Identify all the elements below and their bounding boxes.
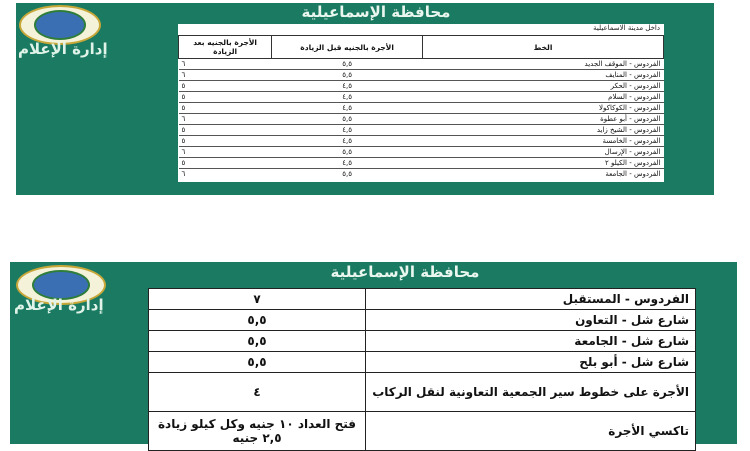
cell-fare: فتح العداد ١٠ جنيه وكل كيلو زيادة ٢,٥ جنيه bbox=[149, 412, 366, 451]
cell-line: شارع شل - التعاون bbox=[366, 310, 696, 331]
cell-line: شارع شل - أبو بلح bbox=[366, 352, 696, 373]
cell-line: الفردوس - الإرسال bbox=[422, 147, 663, 158]
table-row bbox=[179, 103, 664, 114]
cell-after: ٥ bbox=[179, 136, 272, 147]
table-row bbox=[179, 125, 664, 136]
department-label-2: إدارة الإعلام bbox=[14, 296, 104, 314]
cell-after: ٦ bbox=[179, 169, 272, 180]
cell-fare: ٥,٥ bbox=[149, 352, 366, 373]
cell-line: الفردوس - الشيخ زايد bbox=[422, 125, 663, 136]
cell-line: تاكسي الأجرة bbox=[366, 412, 696, 451]
cell-before: ٤,٥ bbox=[272, 136, 423, 147]
cell-before: ٥,٥ bbox=[272, 70, 423, 81]
header-after: الأجرة بالجنيه بعد الزيادة bbox=[179, 36, 272, 59]
cell-fare: ٤ bbox=[149, 373, 366, 412]
cell-after: ٥ bbox=[179, 103, 272, 114]
table-row bbox=[179, 114, 664, 125]
cell-before: ٤,٥ bbox=[272, 103, 423, 114]
table-row bbox=[179, 92, 664, 103]
cell-before: ٤,٥ bbox=[272, 81, 423, 92]
table-row bbox=[179, 136, 664, 147]
cell-fare: ٥,٥ bbox=[149, 310, 366, 331]
cell-fare: ٧ bbox=[149, 289, 366, 310]
cell-after: ٦ bbox=[179, 70, 272, 81]
cell-line: الفردوس - أبو عطوة bbox=[422, 114, 663, 125]
cell-before: ٤,٥ bbox=[272, 92, 423, 103]
table-row bbox=[149, 373, 696, 412]
department-label: إدارة الإعلام bbox=[18, 40, 108, 58]
cell-line: الفردوس - السلام bbox=[422, 92, 663, 103]
table-row bbox=[179, 70, 664, 81]
cell-after: ٦ bbox=[179, 114, 272, 125]
cell-line: الفردوس - الحكر bbox=[422, 81, 663, 92]
cell-line: الفردوس - المستقبل bbox=[366, 289, 696, 310]
table-row bbox=[179, 147, 664, 158]
governorate-title-2: محافظة الإسماعيلية bbox=[330, 263, 480, 281]
cell-fare: ٥,٥ bbox=[149, 331, 366, 352]
cell-before: ٥,٥ bbox=[272, 114, 423, 125]
cell-after: ٦ bbox=[179, 147, 272, 158]
table-row bbox=[149, 310, 696, 331]
cell-before: ٤,٥ bbox=[272, 125, 423, 136]
cell-line: الفردوس - الموقف الجديد bbox=[422, 59, 663, 70]
fare-table-1-grid bbox=[178, 35, 664, 179]
fare-table-2 bbox=[148, 288, 696, 451]
cell-after: ٥ bbox=[179, 81, 272, 92]
header-before: الأجرة بالجنيه قبل الزيادة bbox=[272, 36, 423, 59]
cell-after: ٥ bbox=[179, 158, 272, 169]
cell-after: ٥ bbox=[179, 125, 272, 136]
fare-table-1 bbox=[178, 24, 664, 182]
cell-before: ٥,٥ bbox=[272, 147, 423, 158]
cell-line: الأجرة على خطوط سير الجمعية التعاونية لنقل الركاب bbox=[366, 373, 696, 412]
table-row bbox=[149, 412, 696, 451]
table-row bbox=[179, 158, 664, 169]
table-row bbox=[179, 59, 664, 70]
table-row bbox=[149, 331, 696, 352]
governorate-title: محافظة الإسماعيلية bbox=[301, 3, 451, 21]
cell-before: ٥,٥ bbox=[272, 59, 423, 70]
cell-before: ٥,٥ bbox=[272, 169, 423, 180]
cell-line: الفردوس - الجامعة bbox=[422, 169, 663, 180]
cell-after: ٥ bbox=[179, 92, 272, 103]
cell-line: الفردوس - المنايف bbox=[422, 70, 663, 81]
cell-after: ٦ bbox=[179, 59, 272, 70]
cell-line: الفردوس - الكوكاكولا bbox=[422, 103, 663, 114]
governorate-logo-icon bbox=[19, 5, 101, 45]
cell-line: الفردوس - الخامسة bbox=[422, 136, 663, 147]
table-caption: داخل مدينة الاسماعيلية bbox=[593, 24, 660, 32]
cell-line: الفردوس - الكيلو ٢ bbox=[422, 158, 663, 169]
table-row bbox=[179, 81, 664, 92]
cell-line: شارع شل - الجامعة bbox=[366, 331, 696, 352]
table-row bbox=[149, 289, 696, 310]
table-row bbox=[149, 352, 696, 373]
cell-before: ٤,٥ bbox=[272, 158, 423, 169]
table-row bbox=[179, 169, 664, 180]
header-line: الخط bbox=[422, 36, 663, 59]
